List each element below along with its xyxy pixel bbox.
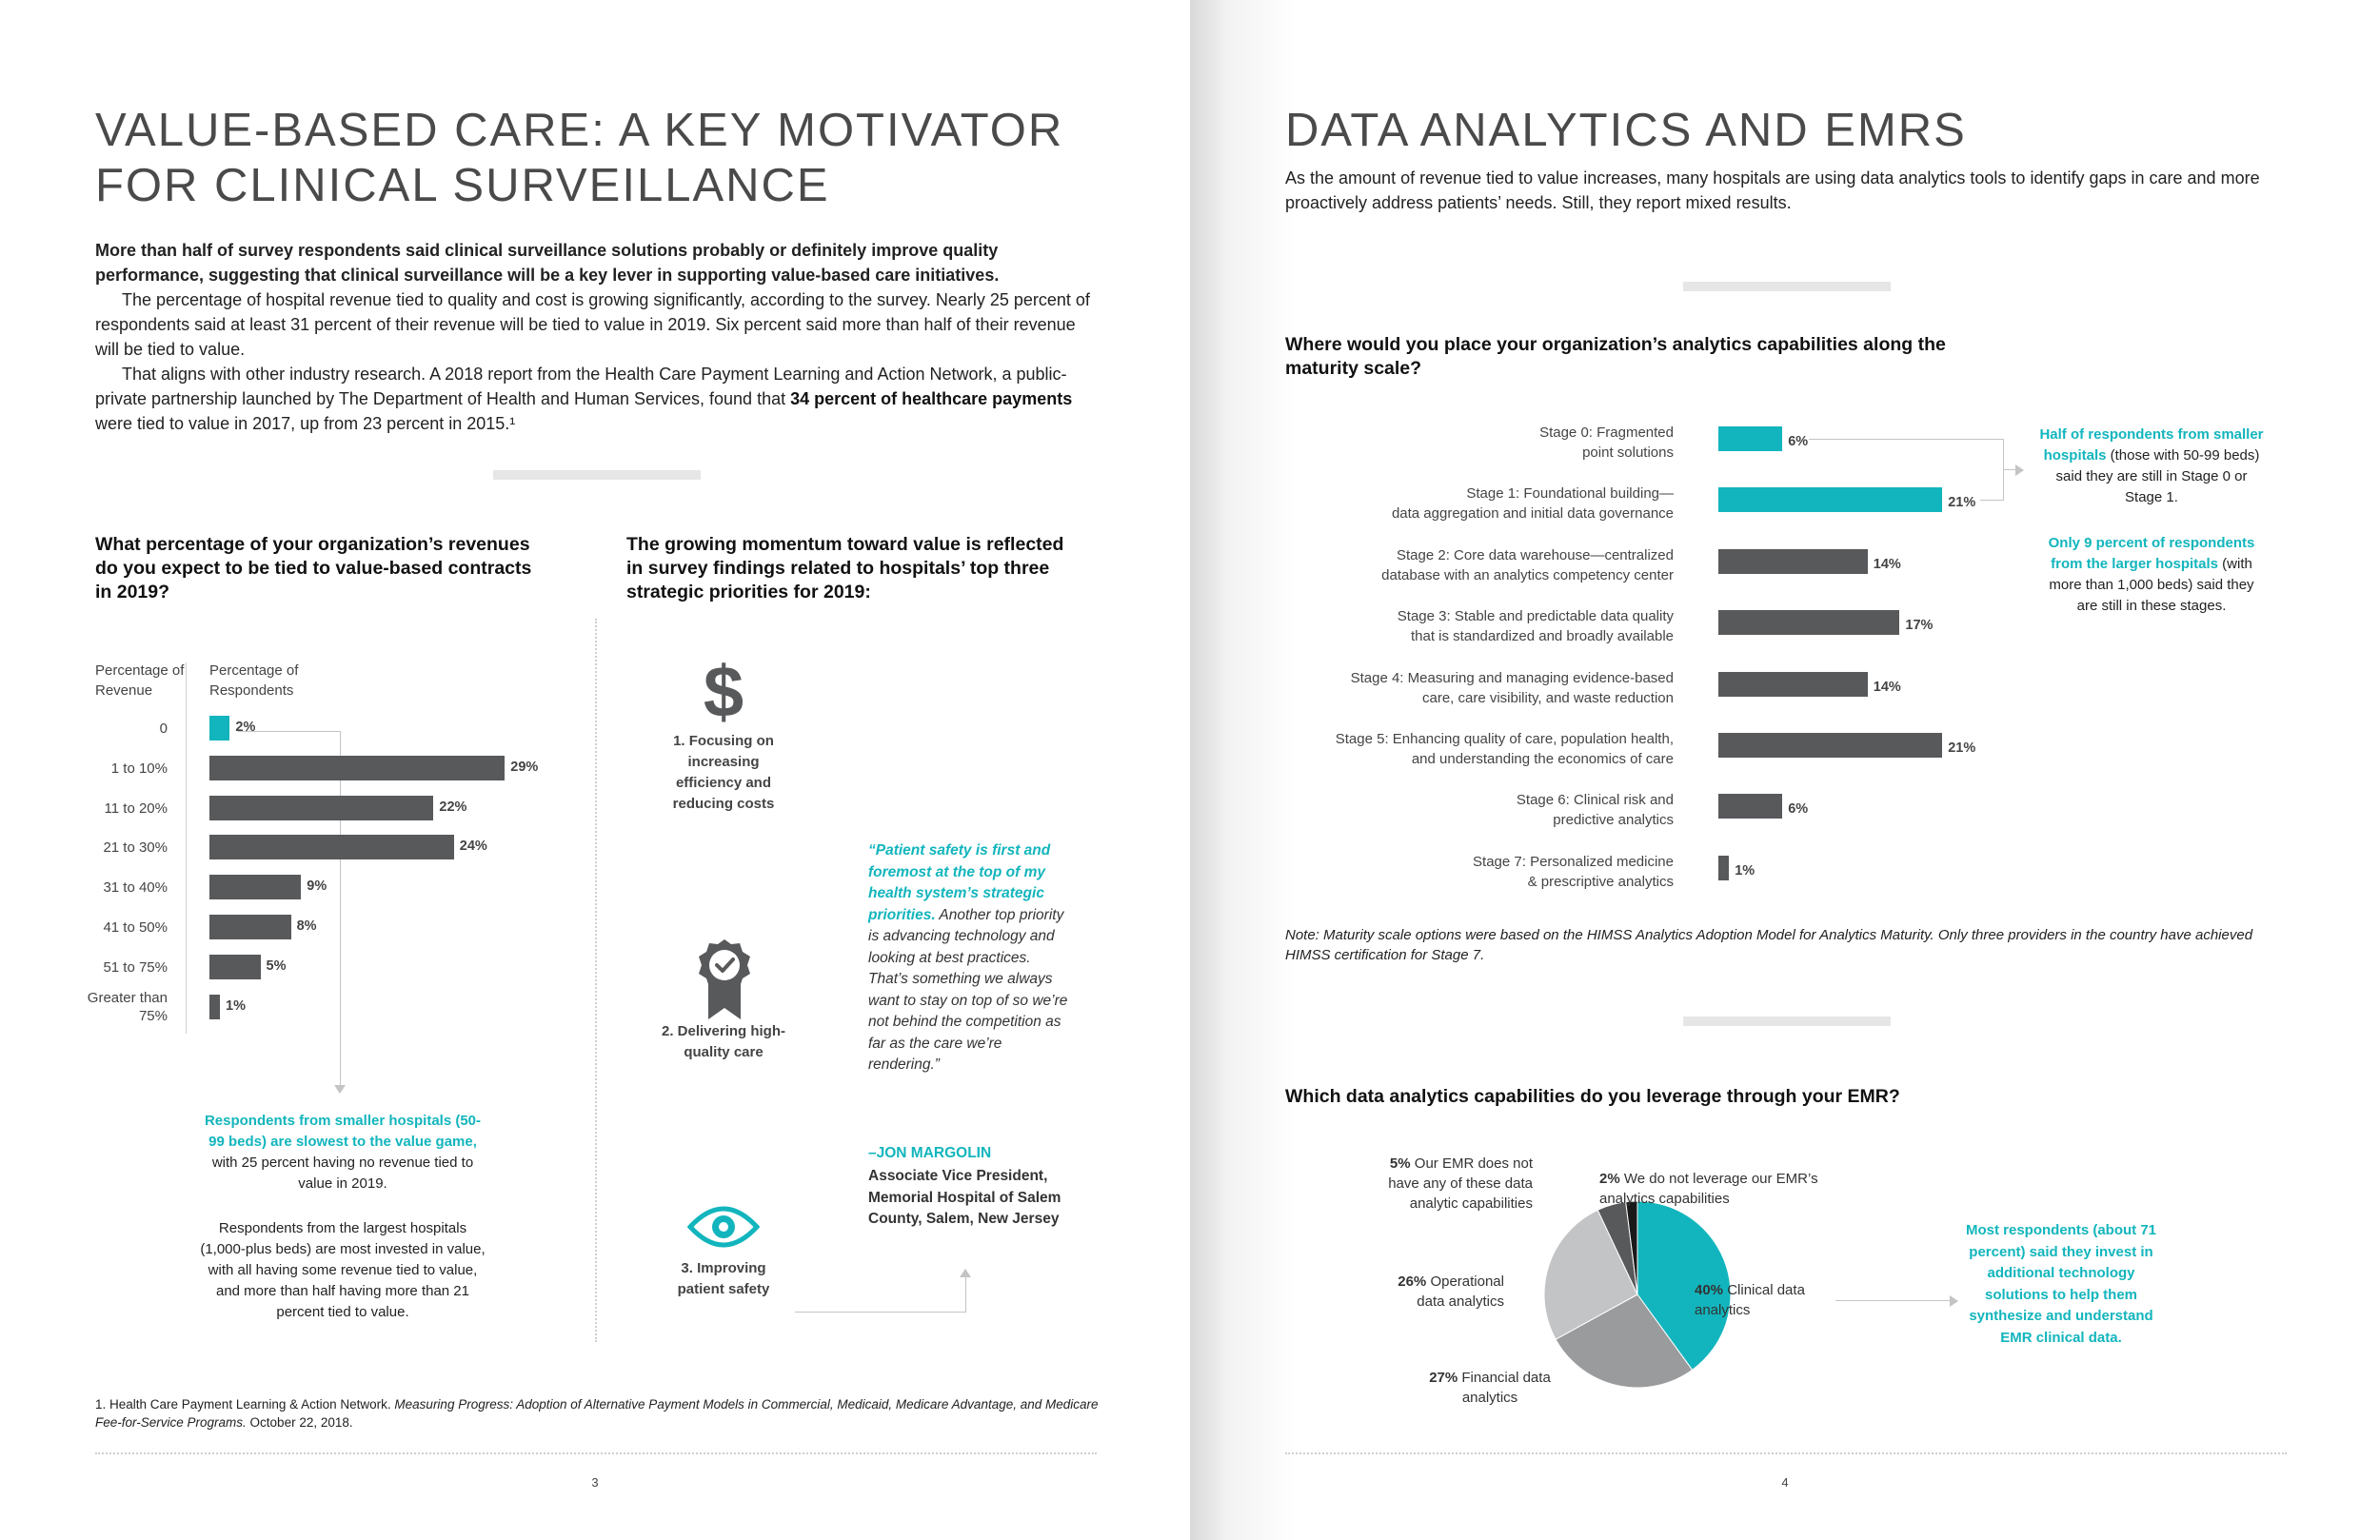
intro-text [95,238,1095,436]
quote-author: –JON MARGOLIN [868,1145,992,1161]
maturity-stage-label: Stage 6: Clinical risk and predictive analytics [1516,792,1674,829]
revenue-bar [209,955,261,979]
quote [868,840,1073,1076]
pie-name-27: Financial data analytics [1461,1370,1551,1406]
bracket-line-bottom [1980,500,2004,501]
revenue-bar-value: 8% [296,918,317,934]
side-note1-teal: Half of respondents from smaller hospitals [2039,426,2264,464]
maturity-bar [1718,733,1942,758]
revenue-bar-value: 5% [266,958,287,974]
connector-arrow-icon [334,1085,346,1094]
right-page [1190,0,2380,1540]
intro-text: As the amount of revenue tied to value increases, many hospitals are using data analytics tools to identify gaps in care and more proactively address patients’ needs. Still, they report mixed results. [1285,168,2260,212]
largest-hospitals-callout: Respondents from the largest hospitals (1,000-plus beds) are most invested in value, with all having some revenue tied to value, and more than half having more than 21 percent tied to value. [200,1220,486,1320]
question-maturity: Where would you place your organization’s analytics capabilities along the maturity scale? [1285,334,1946,379]
revenue-category-label: 51 to 75% [103,958,168,976]
footer-divider [95,1452,1097,1454]
pie-label-do-not-leverage [1599,1169,1818,1209]
footnote-start: 1. Health Care Payment Learning & Action Network. [95,1397,395,1412]
revenue-category-label: 41 to 50% [103,919,168,936]
question-emr: Which data analytics capabilities do you leverage through your EMR? [1285,1086,1900,1107]
revenue-bar-value: 9% [307,879,327,895]
smaller-hospitals-note [2037,424,2266,508]
section-divider-2 [1683,1017,1891,1026]
revenue-bar-value: 29% [510,759,539,775]
pie-pct-2: 2% [1599,1171,1620,1187]
pie-name-26: Operational data analytics [1417,1273,1504,1310]
maturity-stage-label: Stage 5: Enhancing quality of care, population health, and understanding the economics of care [1335,731,1674,767]
pie-label-operational [1380,1272,1504,1312]
pie-name-5: Our EMR does not have any of these data analytic capabilities [1388,1155,1533,1212]
revenue-bar-value: 22% [439,799,467,815]
pie-pct-40: 40% [1695,1282,1724,1298]
footnote-italic: Measuring Progress: Adoption of Alternative Payment Models in Commercial, Medicaid, Medicare Advantage, and Medicare Fee-for-Service Programs. [95,1397,1099,1430]
callout-rest: with 25 percent having no revenue tied to value in 2019. [211,1155,474,1192]
revenue-category-label: 0 [159,721,168,737]
revenue-bar [209,756,505,780]
maturity-bar-value: 21% [1948,495,1976,511]
revenue-bar [209,915,291,939]
pie-connector-line [1835,1300,1952,1301]
pie-pct-27: 27% [1429,1370,1458,1386]
quote-role: Associate Vice President, Memorial Hospital of Salem County, Salem, New Jersey [868,1168,1061,1227]
maturity-bar [1718,487,1942,512]
maturity-bar [1718,794,1782,819]
quote-arrow-icon [960,1269,971,1277]
revenue-category-label: 1 to 10% [110,760,168,777]
pie-pct-26: 26% [1398,1273,1427,1290]
priority-2: 2. Delivering high-quality care [661,1023,786,1060]
pie-name-40: Clinical data analytics [1695,1282,1805,1318]
revenue-bar [209,995,220,1019]
side-note2-teal: Only 9 percent of respondents from the larger hospitals [2048,535,2255,572]
revenue-bar [209,796,433,820]
maturity-bar [1718,549,1868,574]
maturity-bar [1718,672,1868,697]
quote-rest: Another top priority is advancing technology and looking at best practices. That’s something we always want to stay on top of so we’re not behind the competition as far as the care we’re rendering.” [868,906,1068,1073]
revenue-bar-value: 2% [235,720,256,735]
footer-divider [1285,1452,2287,1454]
maturity-stage-label: Stage 0: Fragmented point solutions [1539,424,1674,461]
pie-callout: Most respondents (about 71 percent) said they invest in additional technology solutions to help them synthesize and understand EMR clinical data. [1965,1222,2157,1346]
maturity-bar-value: 1% [1735,862,1755,879]
para2-bold: 34 percent of healthcare payments [790,389,1073,408]
quote-connector-vertical [965,1275,966,1313]
pie-label-no-capabilities [1361,1154,1533,1214]
priority-1: 1. Focusing on increasing efficiency and reducing costs [672,733,775,812]
footnote [95,1395,1104,1431]
bracket-arrow-icon [2015,464,2024,476]
maturity-bar [1718,610,1899,635]
intro-paragraph-1: The percentage of hospital revenue tied to quality and cost is growing significantly, according to the survey. Nearly 25 percent of respondents said at least 31 percent of their revenue will be tied to value in 2019. Six percent said more than half of their revenue will be tied to value. [95,290,1090,359]
section-divider [1683,282,1891,291]
maturity-stage-label: Stage 4: Measuring and managing evidence-based care, care visibility, and waste reduction [1350,669,1674,706]
para2-start: That aligns with other industry research. A 2018 report from the Health Care Payment Learning and Action Network, a public-private partnership launched by The Department of Health and Human Services, found that [95,365,1067,408]
maturity-note: Note: Maturity scale options were based on the HIMSS Analytics Adoption Model for Analytics Maturity. Only three providers in the country have achieved HIMSS certification for Stage 7. [1285,927,2253,963]
page-number: 4 [1781,1475,1789,1490]
side-note1-rest: (those with 50-99 beds) said they are still in Stage 0 or Stage 1. [2055,447,2260,505]
award-badge-icon [695,938,754,1024]
maturity-bar-value: 14% [1873,556,1901,572]
maturity-bar-value: 17% [1905,618,1934,634]
intro-paragraph-2 [95,362,1095,436]
bracket-line-top [1809,439,2004,440]
maturity-bar [1718,426,1782,451]
maturity-stage-label: Stage 3: Stable and predictable data quality that is standardized and broadly available [1397,608,1674,645]
eye-icon [687,1204,760,1254]
maturity-bar-value: 14% [1873,679,1901,695]
maturity-stage-label: Stage 1: Foundational building— data aggregation and initial data governance [1391,485,1674,523]
connector-line-vertical [340,731,341,1089]
page-title [95,103,1095,213]
column-header-revenue: Percentage of Revenue [95,662,185,699]
column-separator [595,619,597,1342]
side-note2-rest: (with more than 1,000 beds) said they are still in these stages. [2049,556,2254,614]
section-divider [493,470,701,480]
smaller-hospitals-callout [200,1111,486,1194]
page-number: 3 [591,1475,599,1490]
column-header-respondents: Percentage of Respondents [209,662,299,699]
revenue-bar-value: 24% [459,839,487,855]
maturity-bar-value: 6% [1788,434,1809,449]
revenue-category-label: 31 to 40% [103,879,168,897]
pie-arrow-icon [1950,1295,1958,1307]
revenue-bar [209,716,229,740]
priority-3: 3. Improving patient safety [677,1260,770,1297]
larger-hospitals-note [2037,533,2266,617]
maturity-stage-label: Stage 7: Personalized medicine & prescriptive analytics [1473,853,1674,890]
question-priorities: The growing momentum toward value is reflected in survey findings related to hospitals’ top three strategic priorities for 2019: [626,534,1064,602]
revenue-bar [209,835,454,859]
pie-pct-5: 5% [1389,1155,1411,1172]
para2-end: were tied to value in 2017, up from 23 percent in 2015.¹ [95,414,516,433]
axis-divider [186,662,187,1034]
title-line-1: VALUE-BASED CARE: A KEY MOTIVATOR [95,105,1064,156]
pie-name-2: We do not leverage our EMR’s analytics capabilities [1599,1171,1818,1207]
revenue-category-label: 21 to 30% [103,839,168,857]
dollar-icon: $ [703,652,744,733]
maturity-bar-value: 21% [1948,740,1976,756]
revenue-bar [209,875,301,899]
maturity-bar-value: 6% [1788,801,1809,818]
callout-teal: Respondents from smaller hospitals (50-99 beds) are slowest to the value game, [204,1113,482,1150]
title-line-2: FOR CLINICAL SURVEILLANCE [95,160,830,211]
question-revenue: What percentage of your organization’s revenues do you expect to be tied to value-based contracts in 2019? [95,534,532,602]
footnote-end: October 22, 2018. [246,1415,353,1430]
maturity-bar [1718,856,1729,880]
maturity-stage-label: Stage 2: Core data warehouse—centralized database with an analytics competency center [1381,546,1674,583]
revenue-bar-value: 1% [226,997,246,1014]
pie-label-financial [1418,1368,1561,1408]
pie-label-clinical [1695,1280,1809,1320]
intro-bold: More than half of survey respondents said clinical surveillance solutions probably or definitely improve quality performance, suggesting that clinical surveillance will be a key lever in supporting value-based care initiatives. [95,241,1000,285]
quote-teal: “Patient safety is first and foremost at the top of my health system’s strategic priorities. [868,842,1051,923]
quote-connector-line [795,1312,966,1313]
revenue-category-label: Greater than 75% [87,989,168,1024]
revenue-category-label: 11 to 20% [104,800,168,817]
page-title: DATA ANALYTICS AND EMRS [1285,105,1967,156]
